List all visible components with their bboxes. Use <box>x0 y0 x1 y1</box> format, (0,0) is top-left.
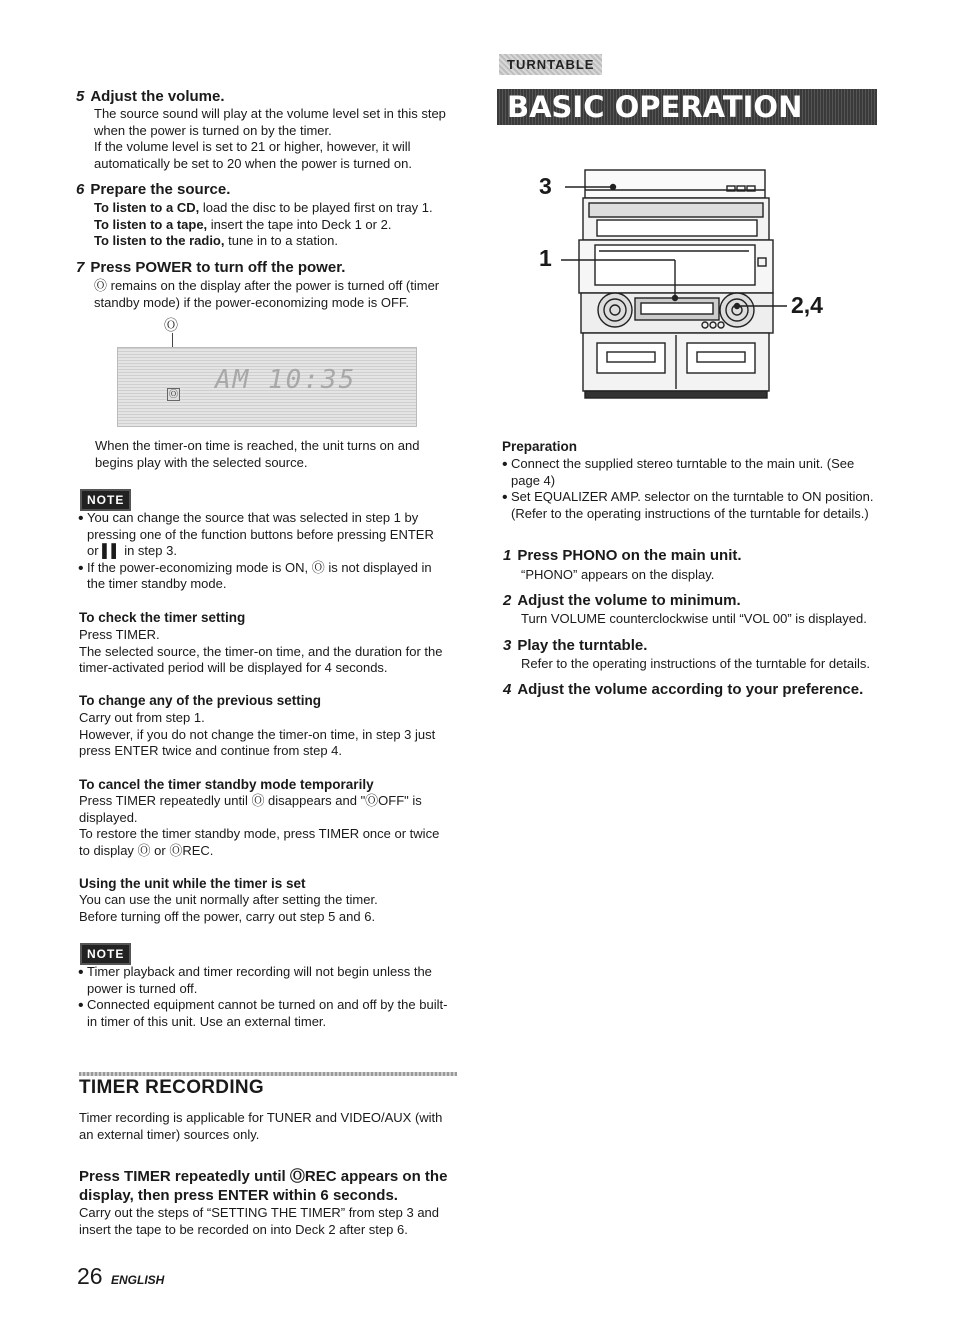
text-line: an external timer) sources only. <box>79 1126 260 1142</box>
preparation-bullets <box>502 456 887 522</box>
text-line: page 4) <box>511 472 556 488</box>
text-line: The selected source, the timer-on time, and the duration for the <box>79 643 443 659</box>
text-line: power is turned off. <box>87 980 198 996</box>
text-line: display, then press ENTER within 6 seconds. <box>79 1187 398 1204</box>
text-line: When the timer-on time is reached, the unit turns on and <box>95 438 420 453</box>
cancel-timer-body <box>79 793 459 859</box>
step-5-heading <box>76 88 225 106</box>
volume-min-step-heading <box>503 592 741 610</box>
text-line: Press TIMER repeatedly until ⓄREC appears on the <box>79 1168 448 1185</box>
text-line: displayed. <box>79 809 138 825</box>
basic-operation-banner <box>497 89 877 125</box>
display-panel <box>117 347 417 427</box>
text-line: You can use the unit normally after setting the timer. <box>79 892 378 907</box>
phono-step-heading <box>503 547 742 565</box>
text-line: The source sound will play at the volume level set in this step <box>94 106 446 121</box>
volume-min-step-text: Turn VOLUME counterclockwise until “VOL 00” is displayed. <box>521 611 867 626</box>
text-line: • Timer playback and timer recording will not begin unless the <box>87 964 432 979</box>
step-number: 7 <box>76 259 85 276</box>
text-line: begins play with the selected source. <box>95 454 308 470</box>
note-badge <box>80 489 131 511</box>
text-line: Before turning off the power, carry out step 5 and 6. <box>79 908 376 924</box>
play-step-text: Refer to the operating instructions of the turntable for details. <box>521 656 871 671</box>
step-number: 4 <box>503 681 512 698</box>
stereo-unit-drawing <box>537 165 847 405</box>
text: tune in to a station. <box>224 233 338 249</box>
section-divider <box>79 1072 457 1076</box>
text-line: • If the power-economizing mode is ON, Ⓞ is not displayed in <box>87 559 432 575</box>
check-timer-heading: To check the timer setting <box>79 610 246 625</box>
text-line: • You can change the source that was selected in step 1 by <box>87 510 419 525</box>
step-title: Play the turntable. <box>517 637 648 654</box>
text-line: press ENTER twice and continue from step 4. <box>79 743 343 759</box>
play-step-heading <box>503 637 647 655</box>
note-bullet <box>78 510 458 560</box>
step-number: 2 <box>503 592 512 609</box>
text-line: Carry out from step 1. <box>79 710 205 725</box>
timer-recording-heading: TIMER RECORDING <box>79 1077 264 1098</box>
language-label: ENGLISH <box>111 1273 165 1287</box>
preparation-bullet <box>502 456 887 489</box>
step-title: Prepare the source. <box>90 181 231 198</box>
timer-symbol-icon: Ⓞ <box>164 317 178 333</box>
text-line: Timer recording is applicable for TUNER and VIDEO/AUX (with <box>79 1110 443 1125</box>
step-title: Press POWER to turn off the power. <box>90 259 346 276</box>
note-label: NOTE <box>80 943 131 965</box>
text-line: timer-activated period will be displayed for 4 seconds. <box>79 660 388 676</box>
text-line: or ▌▌ in step 3. <box>87 543 177 559</box>
note-bullet <box>78 997 460 1030</box>
text-line: the timer standby mode. <box>87 576 227 592</box>
text-line: However, if you do not change the timer-on time, in step 3 just <box>79 726 436 742</box>
callout-3-label: 3 <box>539 173 552 199</box>
step-7-body <box>94 278 464 311</box>
text-line: Press TIMER. <box>79 627 160 642</box>
volume-pref-step-heading <box>503 681 863 699</box>
step-title: Adjust the volume to minimum. <box>517 592 741 609</box>
text-line: automatically be set to 20 when the power is turned on. <box>94 155 412 171</box>
text: insert the tape into Deck 1 or 2. <box>207 216 392 232</box>
check-timer-body <box>79 627 459 677</box>
text-line: • Set EQUALIZER AMP. selector on the turntable to ON position. <box>511 489 874 505</box>
step-5-body <box>94 106 464 172</box>
timer-recording-instruction <box>79 1167 469 1205</box>
note-label: NOTE <box>80 489 131 511</box>
note-bullet <box>78 560 458 593</box>
text-line: To restore the timer standby mode, press TIMER once or twice <box>79 826 440 842</box>
step-title: Adjust the volume. <box>90 88 225 105</box>
bold-label: To listen to the radio, <box>94 233 225 249</box>
text-line: standby mode) if the power-economizing mode is OFF. <box>94 294 410 310</box>
bold-label: To listen to a tape, <box>94 216 208 232</box>
step-6-heading <box>76 181 230 199</box>
step-number: 6 <box>76 181 85 198</box>
step-7-heading <box>76 259 345 277</box>
timer-indicator-icon: Ⓞ <box>168 389 178 399</box>
using-unit-body <box>79 892 459 925</box>
turntable-tab: TURNTABLE <box>499 54 602 75</box>
text-line: when the power is turned on by the timer. <box>94 122 332 138</box>
note-2-bullets <box>78 964 460 1030</box>
text-line: • Connected equipment cannot be turned on and off by the built- <box>87 997 448 1013</box>
step-title: Press PHONO on the main unit. <box>517 547 742 564</box>
text-line: pressing one of the function buttons before pressing ENTER <box>87 526 434 542</box>
text-line: If the volume level is set to 21 or higher, however, it will <box>94 139 411 155</box>
bold-label: To listen to a CD, <box>94 200 200 215</box>
step-title: Adjust the volume according to your preference. <box>517 681 864 698</box>
preparation-heading: Preparation <box>502 439 578 454</box>
timer-recording-body <box>79 1205 464 1238</box>
after-display-text <box>95 438 457 471</box>
callout-1-label: 1 <box>539 245 552 271</box>
banner-title: BASIC OPERATION <box>507 90 803 124</box>
text-line: to display Ⓞ or ⓄREC. <box>79 842 214 858</box>
cancel-timer-heading: To cancel the timer standby mode temporarily <box>79 777 374 792</box>
text-line: insert the tape to be recorded on into Deck 2 after step 6. <box>79 1221 408 1237</box>
page-number: 26 <box>77 1263 103 1289</box>
text-line: Carry out the steps of “SETTING THE TIMER” from step 3 and <box>79 1205 440 1220</box>
display-readout: AM 10:35 <box>215 365 357 395</box>
text-line: Ⓞ remains on the display after the power is turned off (timer <box>94 278 440 293</box>
preparation-bullet <box>502 489 887 522</box>
text-line: in timer of this unit. Use an external timer. <box>87 1013 327 1029</box>
note-badge <box>80 943 131 965</box>
change-setting-body <box>79 710 459 760</box>
text-line: • Connect the supplied stereo turntable to the main unit. (See <box>511 456 855 471</box>
step-6-body <box>94 200 464 250</box>
text: load the disc to be played first on tray 1. <box>199 200 433 215</box>
using-unit-heading: Using the unit while the timer is set <box>79 876 306 891</box>
text-line: Press TIMER repeatedly until Ⓞ disappears and "ⓄOFF" is <box>79 793 422 808</box>
change-setting-heading: To change any of the previous setting <box>79 693 322 708</box>
note-bullet <box>78 964 460 997</box>
callout-2-4-label: 2,4 <box>791 292 823 318</box>
text-line: (Refer to the operating instructions of the turntable for details.) <box>511 505 869 521</box>
step-number: 5 <box>76 88 85 105</box>
timer-recording-intro <box>79 1110 459 1143</box>
step-number: 1 <box>503 547 512 564</box>
step-number: 3 <box>503 637 512 654</box>
stereo-illustration <box>537 165 847 405</box>
phono-step-text: “PHONO” appears on the display. <box>521 567 715 582</box>
note-1-bullets <box>78 510 458 593</box>
